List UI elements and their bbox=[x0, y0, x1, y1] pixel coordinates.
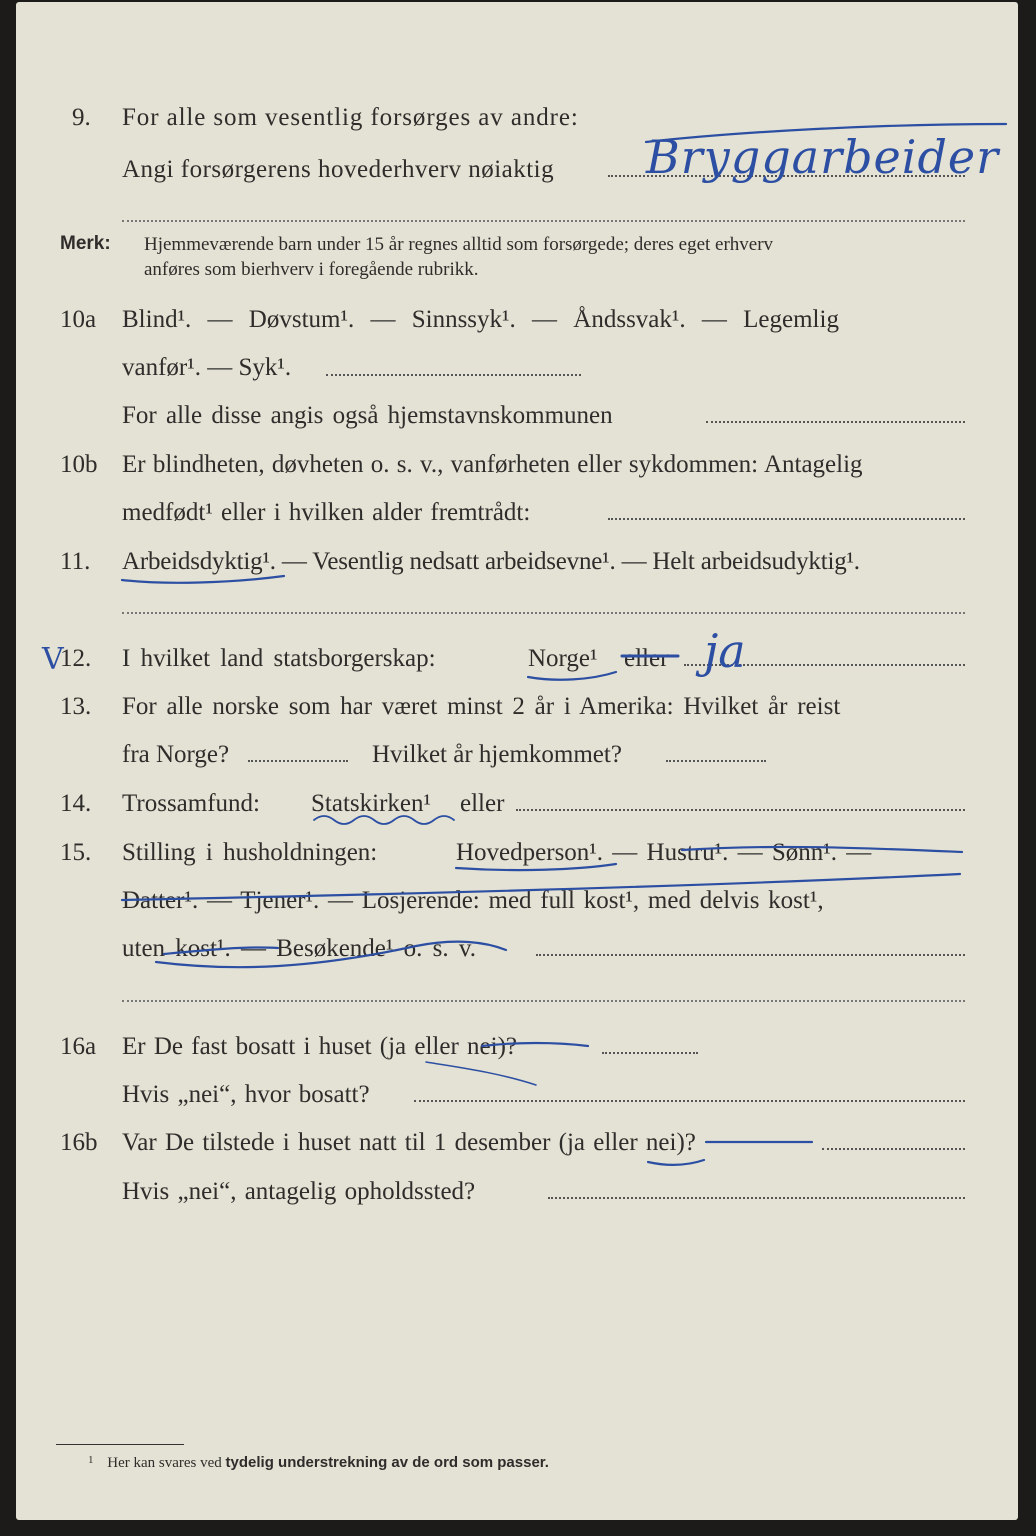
merk-line2: anføres som bierhverv i foregående rubrikk. bbox=[144, 259, 479, 280]
q13-line2a: fra Norge? bbox=[122, 741, 230, 768]
merk-label: Merk: bbox=[60, 233, 111, 254]
q12-struck-eller: eller bbox=[624, 645, 669, 672]
q16a-line2: Hvis „nei“, hvor bosatt? bbox=[122, 1081, 370, 1108]
q13-reist-line bbox=[248, 760, 348, 762]
q16b-line1: Var De tilstede i huset natt til 1 desember (ja eller nei)? bbox=[122, 1129, 696, 1156]
q9-handwritten-answer: Bryggarbeider bbox=[646, 130, 1000, 184]
q9-line2: Angi forsørgerens hovederhverv nøiaktig bbox=[122, 156, 555, 183]
footnote-rule bbox=[56, 1444, 184, 1445]
q14-squiggle-statskirken bbox=[314, 816, 454, 824]
q10b-line2: medfødt¹ eller i hvilken alder fremtrådt: bbox=[122, 499, 531, 526]
q16a-line1: Er De fast bosatt i huset (ja eller nei)? bbox=[122, 1033, 518, 1060]
q15-number: 15. bbox=[60, 839, 92, 866]
footnote-text-a: Her kan svares ved bbox=[107, 1455, 222, 1471]
q16a-swoosh bbox=[426, 1062, 536, 1085]
q13-line1: For alle norske som har været minst 2 år i Amerika: Hvilket år reist bbox=[122, 693, 841, 720]
q12-number: 12. bbox=[60, 645, 92, 672]
q16b-line2: Hvis „nei“, antagelig opholdssted? bbox=[122, 1178, 476, 1205]
q14-line1: Trossamfund: bbox=[122, 790, 260, 817]
q10b-line1: Er blindheten, døvheten o. s. v., vanførheten eller sykdommen: Antagelig bbox=[122, 451, 863, 478]
q15-line1b: Hovedperson¹. — Hustru¹. — Sønn¹. — bbox=[456, 839, 872, 866]
q15-line2: Datter¹. — Tjener¹. — Losjerende: med full kost¹, med delvis kost¹, bbox=[122, 887, 824, 914]
merk-line1: Hjemmeværende barn under 15 år regnes alltid som forsørgede; deres eget erhverv bbox=[144, 234, 774, 255]
q12-check-mark: V bbox=[42, 642, 64, 677]
q10a-line3: For alle disse angis også hjemstavnskommunen bbox=[122, 402, 613, 429]
q16a-answer-line bbox=[602, 1052, 698, 1054]
q13-number: 13. bbox=[60, 693, 92, 720]
census-form-page bbox=[16, 2, 1018, 1520]
q10a-kommune-line bbox=[706, 421, 965, 423]
q15-answer-line bbox=[536, 954, 965, 956]
q16b-opholdssted-line bbox=[548, 1197, 965, 1199]
q11-line1: Arbeidsdyktig¹. — Vesentlig nedsatt arbeidsevne¹. — Helt arbeidsudyktig¹. bbox=[122, 548, 860, 575]
q16b-number: 16b bbox=[60, 1129, 98, 1156]
q16b-underline-ja bbox=[648, 1160, 704, 1165]
q10b-answer-line bbox=[608, 518, 965, 520]
q9-number: 9. bbox=[72, 104, 91, 131]
q15-line1a: Stilling i husholdningen: bbox=[122, 839, 378, 866]
q16a-bosatt-line bbox=[414, 1100, 965, 1102]
q14-answer-line bbox=[516, 809, 965, 811]
q11-divider bbox=[122, 612, 965, 614]
q10a-number: 10a bbox=[60, 306, 97, 333]
q9-line1: For alle som vesentlig forsørges av andre: bbox=[122, 104, 579, 131]
q11-underline-arbeidsdyktig bbox=[122, 576, 284, 583]
q12-line1: I hvilket land statsborgerskap: bbox=[122, 645, 436, 672]
q12-underline-norge bbox=[528, 672, 616, 680]
q15-divider bbox=[122, 1000, 965, 1002]
q14-rest: eller bbox=[460, 790, 505, 817]
q14-option-statskirken: Statskirken¹ bbox=[311, 790, 431, 817]
q9-divider bbox=[122, 220, 965, 222]
q15-line3: uten kost¹. — Besøkende¹ o. s. v. bbox=[122, 935, 477, 962]
q10a-line2: vanfør¹. — Syk¹. bbox=[122, 354, 292, 381]
q16b-answer-line bbox=[822, 1148, 965, 1150]
q13-line2b: Hvilket år hjemkommet? bbox=[372, 741, 622, 768]
q10a-line1: Blind¹. — Døvstum¹. — Sinnssyk¹. — Åndssvak¹. — Legemlig bbox=[122, 306, 839, 333]
footnote bbox=[88, 1454, 549, 1472]
q13-hjemkommet-line bbox=[666, 760, 766, 762]
q12-handwritten-answer: ja bbox=[704, 624, 746, 678]
footnote-text-b: tydelig understrekning av de ord som passer. bbox=[225, 1454, 549, 1471]
q10b-number: 10b bbox=[60, 451, 98, 478]
q14-number: 14. bbox=[60, 790, 92, 817]
q10a-answer-line bbox=[326, 374, 581, 376]
footnote-mark: 1 bbox=[88, 1454, 94, 1466]
q12-option-norge: Norge¹ bbox=[528, 645, 598, 672]
q11-number: 11. bbox=[60, 548, 91, 575]
q16a-number: 16a bbox=[60, 1033, 97, 1060]
